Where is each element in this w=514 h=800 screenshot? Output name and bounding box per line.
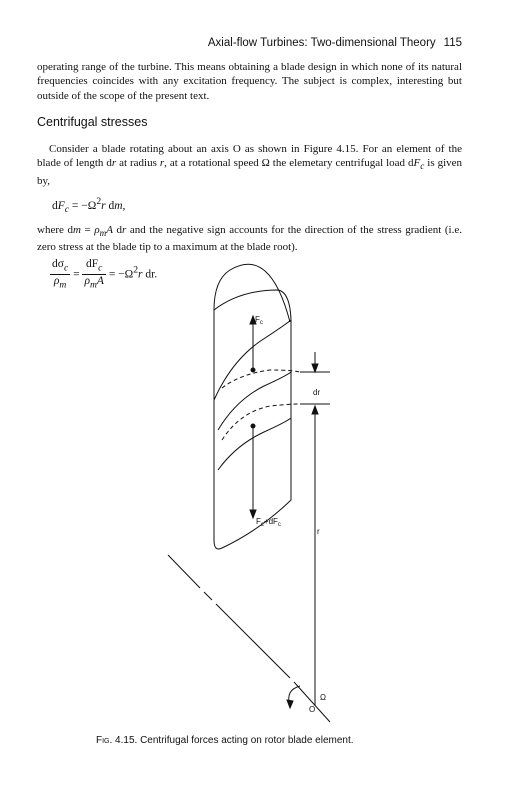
rotation-arrowhead [287, 700, 293, 708]
rotation-axis-segment-4 [294, 682, 330, 722]
page-number: 115 [443, 37, 462, 49]
element-point-upper [251, 368, 255, 372]
label-axis-o: O [309, 705, 316, 714]
label-fc-plus-dfc: $F_c+dF_c$ [256, 517, 281, 528]
equation-centrifugal-load: $dF_c = -\Omega^2r$ dm, [52, 196, 126, 216]
figure-caption [96, 735, 354, 746]
rotation-axis-segment-1 [168, 555, 200, 588]
label-r: r [317, 527, 320, 536]
element-point-lower [251, 424, 255, 428]
element-upper-profile [218, 372, 291, 430]
rotation-axis-segment-3 [216, 604, 290, 678]
element-upper-section [222, 370, 300, 388]
label-dr: dr [313, 388, 321, 397]
paragraph-continued: operating range of the turbine. This means obtaining a blade design in which none of its natural frequencies coincides with any excitation frequency. The subject is complex, interesting but outside of the scope of the present text. [37, 61, 462, 102]
running-title: Axial-flow Turbines: Two-dimensional Theory [207, 37, 436, 49]
dr-arrowhead-bottom [312, 406, 318, 414]
equation-stress-gradient: $\frac{d\sigma_c}{\rho_m}$ = $\frac{dF_c}{\rho_mA}$ = $-\Omega^2r$ dr. [52, 258, 158, 291]
fraction-force: $\frac{dF_c}{\rho_mA}$ [84, 258, 104, 291]
caption-text: Centrifugal forces acting on rotor blade element. [140, 735, 354, 746]
dr-arrowhead-top [312, 364, 318, 372]
paragraph-intro: Consider a blade rotating about an axis O as shown in Figure 4.15. For an element of the blade of length dr at radius r, at a rotational speed Ω the elemetary centrifugal load $dF_c$ is given by, [37, 143, 463, 187]
section-heading: Centrifugal stresses [37, 115, 148, 129]
caption-figure-label: Fig. 4.15. [96, 735, 138, 746]
fraction-stress: $\frac{d\sigma_c}{\rho_m}$ [52, 258, 69, 291]
blade-tip-curve [214, 290, 291, 320]
rotation-axis-segment-2 [204, 592, 212, 600]
label-omega: Ω [320, 693, 326, 702]
label-fc: $F_c$ [255, 315, 263, 326]
paragraph-where: where dm = $\rho_mA$ dr and the negative sign accounts for the direction of the stress gradient (i.e. zero stress at the blade tip to a maximum at the blade root). [37, 224, 462, 254]
